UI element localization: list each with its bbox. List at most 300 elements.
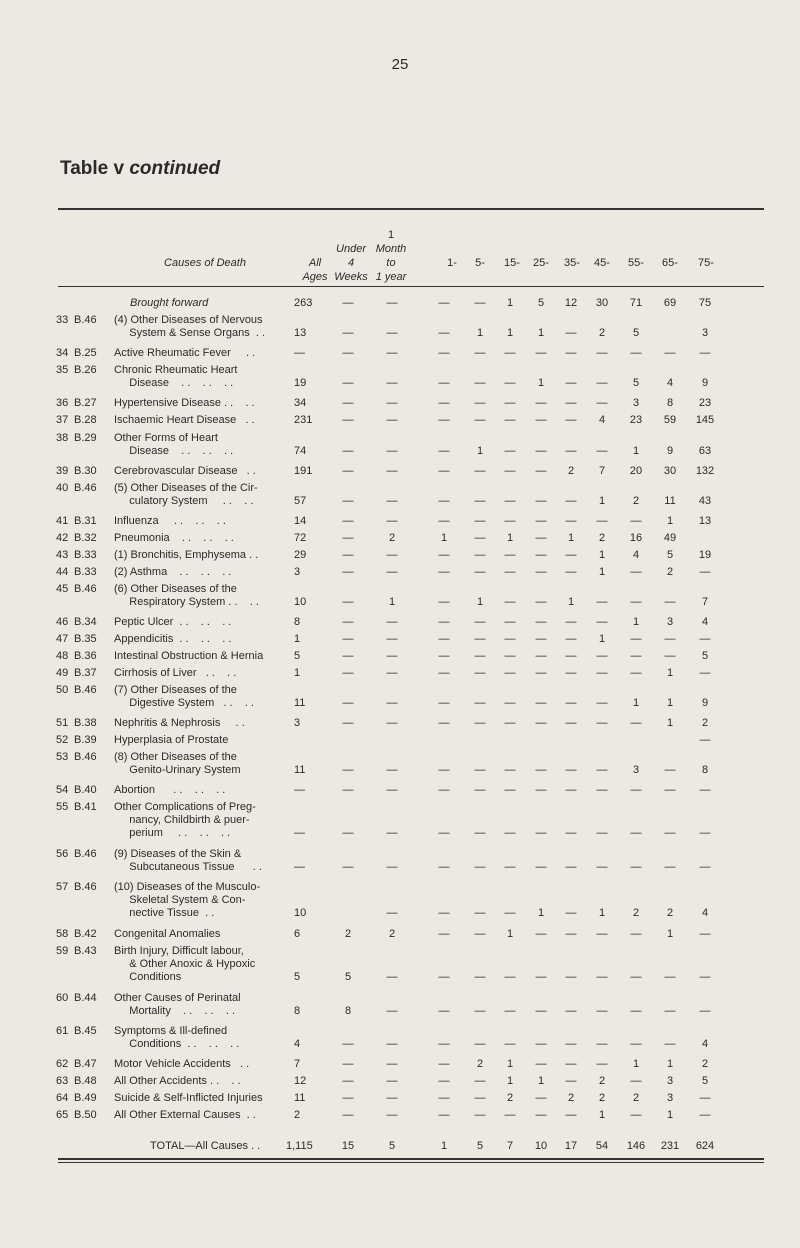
row-code: B.46 [74,751,97,763]
cause-label: Cirrhosis of Liver . . . . [114,667,237,679]
cell-value: 1 [666,515,674,527]
row-number: 52 [56,734,69,746]
row-number: 45 [56,583,69,595]
row-number: 42 [56,532,69,544]
cell-value: 10 [534,1140,548,1152]
cell-value: 2 [567,1092,575,1104]
cell-value: 43 [698,495,712,507]
cell-value: — [438,827,450,839]
cell-value: — [699,1109,711,1121]
cell-value: 2 [701,717,709,729]
cell-value: — [342,596,354,608]
row-code: B.29 [74,432,97,444]
cause-label: Other Causes of Perinatal Mortality . . . . . . [114,992,241,1017]
top-rule [58,208,764,210]
cell-all-ages: 5 [294,971,301,983]
header-age-7: 65- [662,257,678,269]
cell-value: — [474,667,486,679]
cell-value: 30 [663,465,677,477]
cell-value: — [596,1005,608,1017]
row-code: B.33 [74,566,97,578]
cell-value: — [438,650,450,662]
cell-value: — [504,397,516,409]
cause-label: TOTAL—All Causes . . [150,1140,261,1152]
cell-value: 16 [629,532,643,544]
cell-value: 4 [701,907,709,919]
cell-value: — [596,515,608,527]
cell-value: — [565,515,577,527]
cell-value: — [596,377,608,389]
cell-value: — [565,414,577,426]
row-code: B.42 [74,928,97,940]
cell-value: 2 [344,928,352,940]
cell-value: — [438,784,450,796]
header-causes: Causes of Death [164,257,246,269]
cell-value: 5 [632,377,640,389]
cell-value: 5 [632,327,640,339]
cell-value: — [474,827,486,839]
cell-value: — [630,566,642,578]
row-code: B.45 [74,1025,97,1037]
cell-value: — [342,717,354,729]
cell-value: — [630,650,642,662]
cause-label: Hypertensive Disease . . . . [114,397,255,409]
cell-value: — [504,861,516,873]
cell-value: 20 [629,465,643,477]
cell-all-ages: 11 [294,1092,306,1104]
cell-value: — [535,1109,547,1121]
cell-value: — [565,549,577,561]
row-number: 61 [56,1025,69,1037]
cell-value: — [596,784,608,796]
cell-value: — [596,1038,608,1050]
cell-value: — [596,445,608,457]
cell-all-ages: — [294,784,305,796]
cell-value: — [386,297,398,309]
cell-value: 3 [666,1075,674,1087]
cell-value: — [535,1058,547,1070]
cell-value: — [386,566,398,578]
row-code: B.37 [74,667,97,679]
cell-value: 1 [666,928,674,940]
cell-value: — [386,327,398,339]
cell-all-ages: — [294,861,305,873]
cell-value: — [474,495,486,507]
cell-value: — [438,549,450,561]
cell-value: — [565,697,577,709]
cell-value: 2 [598,532,606,544]
cell-value: — [699,1005,711,1017]
cell-value: — [342,327,354,339]
cell-value: — [630,347,642,359]
cell-all-ages: 4 [294,1038,301,1050]
cell-value: — [565,784,577,796]
cell-value: — [596,347,608,359]
cell-all-ages: 1 [294,667,301,679]
cell-all-ages: 29 [294,549,307,561]
cell-value: — [565,1038,577,1050]
cell-value: 145 [695,414,715,426]
cell-value: 5 [701,650,709,662]
cell-value: — [596,827,608,839]
cell-value: — [386,1109,398,1121]
cell-value: — [342,1109,354,1121]
cell-value: — [438,1058,450,1070]
cell-value: — [438,566,450,578]
row-number: 40 [56,482,69,494]
row-code: B.38 [74,717,97,729]
cell-value: — [565,397,577,409]
cell-value: — [504,764,516,776]
cell-all-ages: 3 [294,566,301,578]
cell-value: — [474,1092,486,1104]
cell-all-ages: 12 [294,1075,307,1087]
cell-value: 1 [440,532,448,544]
cell-value: 2 [666,566,674,578]
cell-value: — [630,667,642,679]
cell-value: — [596,667,608,679]
cell-value: — [630,633,642,645]
cell-value: — [342,297,354,309]
cell-value: — [438,465,450,477]
cell-value: — [664,764,676,776]
cell-value: 54 [595,1140,609,1152]
row-code: B.25 [74,347,97,359]
row-code: B.39 [74,734,97,746]
cell-value: — [565,347,577,359]
cell-value: 1 [506,1058,514,1070]
cell-value: — [438,414,450,426]
cell-value: — [504,650,516,662]
row-code: B.35 [74,633,97,645]
cell-value: — [386,397,398,409]
row-code: B.27 [74,397,97,409]
cell-value: — [504,414,516,426]
row-number: 49 [56,667,69,679]
header-rule [58,286,764,287]
cell-value: 13 [698,515,712,527]
row-code: B.26 [74,364,97,376]
cell-value: — [565,971,577,983]
cell-value: — [504,515,516,527]
cell-value: 2 [701,1058,709,1070]
cell-all-ages: 11 [294,764,306,776]
cell-all-ages: 5 [294,650,301,662]
cell-value: 3 [632,397,640,409]
cell-value: — [535,650,547,662]
cell-value: — [386,1058,398,1070]
cell-value: 9 [701,377,709,389]
cell-value: — [438,616,450,628]
cell-value: — [342,377,354,389]
cell-value: 2 [632,1092,640,1104]
cell-value: — [699,861,711,873]
cell-value: 5 [388,1140,396,1152]
cell-value: — [504,1109,516,1121]
cell-value: — [630,1075,642,1087]
cell-all-ages: 14 [294,515,307,527]
cell-value: — [386,650,398,662]
cell-value: 3 [632,764,640,776]
cell-value: — [342,549,354,561]
row-number: 35 [56,364,69,376]
cell-value: — [386,616,398,628]
header-all-ages: All Ages [302,257,328,283]
cause-label: (1) Bronchitis, Emphysema . . [114,549,259,561]
cell-value: — [630,1005,642,1017]
cell-all-ages: 13 [294,327,307,339]
cell-value: — [438,971,450,983]
row-code: B.46 [74,881,97,893]
cell-value: — [664,1005,676,1017]
cell-value: — [664,633,676,645]
cell-value: — [342,633,354,645]
cell-value: — [474,1075,486,1087]
cell-value: 7 [506,1140,514,1152]
row-number: 62 [56,1058,69,1070]
cell-value: — [699,667,711,679]
cell-value: — [386,1075,398,1087]
cell-value: — [504,347,516,359]
table-title-suffix: continued [129,158,221,179]
cell-value: — [565,1075,577,1087]
cell-value: — [342,445,354,457]
cell-value: — [386,495,398,507]
cell-value: — [386,377,398,389]
cell-value: 1 [537,327,545,339]
cell-value: 1 [666,1058,674,1070]
cell-value: 1 [537,1075,545,1087]
cell-value: — [474,1109,486,1121]
cell-value: 3 [666,616,674,628]
cell-value: 8 [666,397,674,409]
cell-value: 2 [666,907,674,919]
cell-value: 1 [537,907,545,919]
row-code: B.28 [74,414,97,426]
cell-value: — [504,1005,516,1017]
row-number: 39 [56,465,69,477]
row-number: 60 [56,992,69,1004]
cell-value: — [474,697,486,709]
cell-value: — [504,667,516,679]
cell-value: 1 [598,566,606,578]
cell-value: — [596,1058,608,1070]
cell-value: — [438,1005,450,1017]
cell-value: 1 [476,327,484,339]
cell-value: 2 [598,1075,606,1087]
cell-value: 1 [632,697,640,709]
cell-value: — [565,764,577,776]
row-number: 51 [56,717,69,729]
cell-all-ages: 10 [294,907,307,919]
cell-value: — [535,397,547,409]
header-month-to-year: 1 Month to 1 year [375,229,407,283]
cause-label: Nephritis & Nephrosis . . [114,717,245,729]
row-number: 56 [56,848,69,860]
cell-value: 2 [476,1058,484,1070]
cell-value: 8 [701,764,709,776]
row-number: 65 [56,1109,69,1121]
cell-value: 4 [701,1038,709,1050]
cell-value: — [342,764,354,776]
cell-value: — [535,347,547,359]
header-age-8: 75- [698,257,714,269]
cell-value: — [438,928,450,940]
row-number: 41 [56,515,69,527]
row-code: B.31 [74,515,97,527]
cell-value: 5 [476,1140,484,1152]
cell-value: — [596,397,608,409]
cell-value: 9 [666,445,674,457]
cell-value: — [342,397,354,409]
cell-value: — [535,445,547,457]
cell-value: 7 [701,596,709,608]
cell-value: — [342,667,354,679]
cell-all-ages: — [294,827,305,839]
header-under-4-weeks: Under 4 Weeks [334,243,368,283]
cell-all-ages: 1,115 [286,1140,313,1152]
cell-value: — [474,397,486,409]
cell-value: — [474,347,486,359]
cell-all-ages: 8 [294,616,301,628]
table-title [60,158,220,180]
cell-value: — [474,907,486,919]
cell-value: 71 [629,297,643,309]
cell-value: — [474,650,486,662]
cell-value: — [504,971,516,983]
cell-value: 132 [695,465,715,477]
cell-value: — [504,465,516,477]
cell-value: — [535,971,547,983]
cell-value: 231 [660,1140,680,1152]
cell-value: — [565,650,577,662]
cell-value: 3 [666,1092,674,1104]
row-code: B.30 [74,465,97,477]
cause-label: (8) Other Diseases of the Genito-Urinary System [114,751,241,776]
cell-value: — [565,907,577,919]
cell-value: — [438,327,450,339]
cell-value: — [699,633,711,645]
cell-value: 1 [666,1109,674,1121]
cell-value: 8 [344,1005,352,1017]
cell-value: — [474,1038,486,1050]
cause-label: (2) Asthma . . . . . . [114,566,232,578]
cell-value: 19 [698,549,712,561]
cell-value: — [699,827,711,839]
cell-value: — [474,297,486,309]
row-code: B.50 [74,1109,97,1121]
row-code: B.43 [74,945,97,957]
cell-value: — [342,1075,354,1087]
cell-value: 1 [598,1109,606,1121]
cell-value: 9 [701,697,709,709]
cell-value: — [565,667,577,679]
cell-value: — [386,667,398,679]
cause-label: (4) Other Diseases of Nervous System & Sense Organs . . [114,314,266,339]
cell-value: — [504,549,516,561]
row-number: 46 [56,616,69,628]
cause-label: Appendicitis . . . . . . [114,633,232,645]
cell-value: — [565,827,577,839]
cell-value: — [630,861,642,873]
cell-value: — [504,566,516,578]
row-number: 37 [56,414,69,426]
cell-value: — [342,697,354,709]
cell-value: 2 [388,532,396,544]
cell-value: — [342,532,354,544]
cell-value: — [474,532,486,544]
cell-value: — [438,495,450,507]
cell-value: — [565,495,577,507]
row-number: 58 [56,928,69,940]
cell-value: — [664,650,676,662]
row-number: 33 [56,314,69,326]
cell-all-ages: 74 [294,445,307,457]
cell-value: — [504,697,516,709]
cell-value: — [504,616,516,628]
cell-all-ages: 263 [294,297,313,309]
cell-value: 4 [632,549,640,561]
cell-value: — [664,861,676,873]
cell-all-ages: 10 [294,596,307,608]
cause-label: Brought forward [130,297,209,309]
cell-value: — [386,347,398,359]
cell-value: — [438,1075,450,1087]
cell-value: 75 [698,297,712,309]
cell-value: — [342,414,354,426]
cell-value: — [474,549,486,561]
cell-value: — [386,633,398,645]
row-code: B.33 [74,549,97,561]
cell-value: — [386,717,398,729]
row-number: 53 [56,751,69,763]
cause-label: Birth Injury, Difficult labour, & Other Anoxic & Hypoxic Conditions [114,945,256,983]
cause-label: (9) Diseases of the Skin & Subcutaneous Tissue . . [114,848,262,873]
cell-value: — [535,764,547,776]
cell-value: — [474,1005,486,1017]
cell-value: 624 [695,1140,715,1152]
row-number: 47 [56,633,69,645]
cell-value: — [535,549,547,561]
cell-value: 23 [629,414,643,426]
cell-value: — [664,827,676,839]
cell-value: — [386,515,398,527]
cell-value: 2 [632,495,640,507]
row-code: B.34 [74,616,97,628]
cell-value: 49 [663,532,677,544]
cell-value: — [535,1092,547,1104]
header-age-4: 35- [564,257,580,269]
cell-value: 1 [632,445,640,457]
cell-value: — [535,928,547,940]
cell-value: — [630,596,642,608]
cell-value: — [535,414,547,426]
cell-value: — [565,1058,577,1070]
cause-label: Cerebrovascular Disease . . [114,465,256,477]
cell-value: — [535,1005,547,1017]
cell-value: — [474,928,486,940]
cell-value: 2 [632,907,640,919]
cell-value: — [386,465,398,477]
cause-label: Influenza . . . . . . [114,515,226,527]
cell-value: — [474,784,486,796]
cell-value: 1 [567,596,575,608]
cell-value: — [596,697,608,709]
cell-value: — [699,347,711,359]
cell-value: — [535,515,547,527]
cell-value: — [342,1092,354,1104]
cell-value: 63 [698,445,712,457]
